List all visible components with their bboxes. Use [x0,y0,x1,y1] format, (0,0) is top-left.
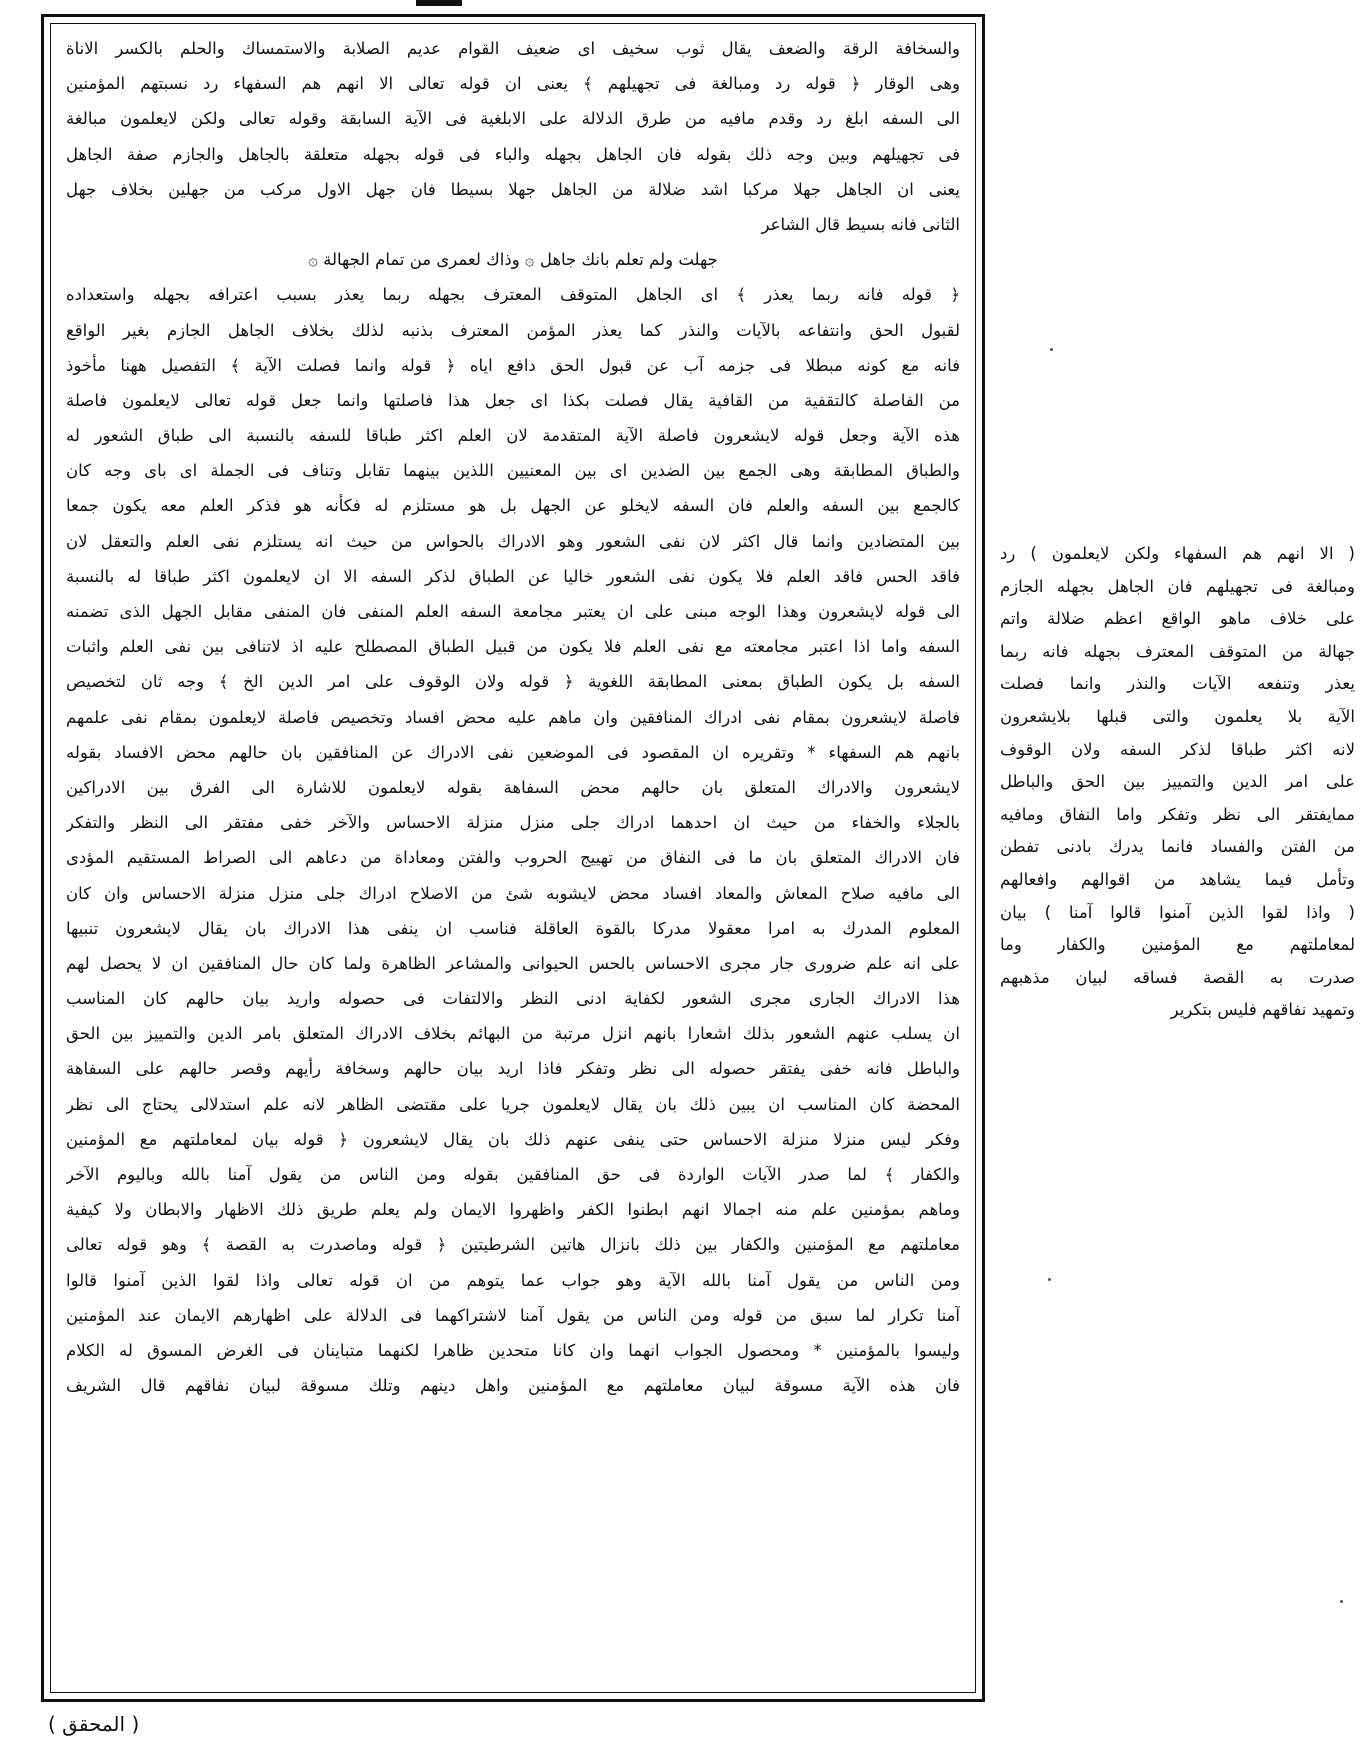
main-line: الى السفه ابلغ رد وقدم مافيه من طرق الدلالة على الابلغية فى الآية السابقة وقوله تعالى ولكن لايعلمون مبالغة [66,109,960,129]
main-line [66,1509,960,1544]
main-line: وهى الوقار ﴿ قوله رد ومبالغة فى تجهيلهم ﴾ يعنى ان قوله تعالى الا انهم هم السفهاء رد نسبتهم المؤمنين [66,74,960,94]
main-line: والكفار ﴾ لما صدر الآيات الواردة فى حق المنافقين بقوله ومن الناس من يقول آمنا بالله وباليوم الآخر [66,1165,960,1184]
main-line: السفه واما اذا اعتبر مجامعته مع نفى العلم فلا يكون من قبيل الطباق المصطلح عليه اذ لاتنافى بين نفى العلم واثبات [66,637,960,657]
main-line: وليسوا بالمؤمنين * ومحصول الجواب انهما وان كانا متحدين ظاهرا لكنهما متباينان فى الغرض المسوق له الكلام [66,1340,960,1360]
main-line: الى مافيه صلاح المعاش والمعاد افساد محض لايشوبه شئ من الاصلاح ادراك جلى منزل منزلة الاحساس وان كان [66,883,960,903]
margin-line: ( الا انهم هم السفهاء ولكن لايعلمون ) رد [1000,544,1355,563]
margin-line: من الفتن والفساد فانما يدرك بادنى تفطن [1000,837,1355,857]
top-edge-mark [416,0,462,6]
main-line: من الفاصلة كالتقفية من القافية يقال فصلت بكذا اى جعل هذا فاصلتها وانما جعل قوله تعالى لايعلمون فاصلة [66,390,960,410]
margin-line: لمعاملتهم مع المؤمنين والكفار وما [1000,935,1355,955]
margin-line: وتأمل فيما يشاهد من اقوالهم وافعالهم [1000,869,1355,889]
margin-line: لانه اكثر طباقا لذكر السفه ولان الوقوف [1000,739,1355,759]
main-line: السفه بل يكون الطباق بمعنى المطابقة اللغوية ﴿ قوله ولان الوقوف على امر الدين الخ ﴾ وجه ثان لتخصيص [66,672,960,692]
poetry-verse: جهلت ولم تعلم بانك جاهل ۞ وذاك لعمرى من تمام الجهالة ۞ [308,250,718,270]
main-line: الثانى فانه بسيط قال الشاعر [761,214,960,234]
main-line [66,1544,960,1579]
main-line: وماهم بمؤمنين علم منه اجمالا انهم ابطنوا الكفر واظهروا الايمان ولم يعلم طريق ذلك الاظهار والابطان ولا كيفية [66,1200,960,1220]
margin-line: يعذر وتنفعه الآيات والنذر وانما فصلت [1000,674,1355,694]
main-line: بين المتضادين وانما قال اكثر لان نفى الشعور وهو الادراك بالحواس من حيث انه يستلزم نفى العلم والتعقل لان [66,531,960,551]
main-line: بالجلاء والخفاء من حيث ان احدهما ادراك جلى منزل منزلة الاحساس والآخر خفى مفتقر الى النظر والتفكر [66,813,960,833]
main-line: فان هذه الآية مسوقة لبيان معاملتهم مع المؤمنين واهل دينهم وتلك مسوقة لبيان نفاقهم قال الشريف [66,1376,960,1396]
main-line: فان الادراك المتعلق بان ما فى النفاق من تهييج الحروب والفتن ومعاداة من دعاهم الى الصراط المستقيم المؤدى [66,848,960,868]
main-line: فاقد الحس فاقد العلم فلا يكون نفى الشعور خاليا عن الطباق لذكر السفه الا ان لايعلمون اكثر طباقا له بالنسبة [66,566,960,586]
margin-line: صدرت به القصة فساقه لبيان مذهبهم [1000,967,1355,987]
speck [1340,1600,1343,1603]
main-line: كالجمع بين السفه والعلم فان السفه لايخلو عن الجهل بل هو مستلزم له فكأنه هو فذكر العلم معه يكون جمعا [66,496,960,516]
main-commentary-frame [41,14,985,1702]
margin-line: على خلاف ماهو الواقع اعظم ضلالة واتم [1000,609,1355,629]
margin-line: على امر الدين والتمييز بين الحق والباطل [1000,772,1355,792]
speck [1048,1278,1051,1281]
main-line: ومن الناس من يقول آمنا بالله الآية وهو جواب عما يتوهم من ان قوله تعالى واذا لقوا الذين آمنوا قالوا [66,1270,960,1290]
margin-line: الآية بلا يعلمون والتى قبلها بلايشعرون [1000,706,1355,726]
main-line: ان يسلب عنهم الشعور بذلك اشعارا بانهم انزل مرتبة من البهائم بخلاف الادراك المتعلق بامر الدين والتمييز بين الحق [66,1024,960,1044]
main-line [66,1403,960,1438]
main-line [66,1579,960,1614]
main-line [66,1474,960,1509]
main-line: الى قوله لايشعرون وهذا الوجه مبنى على ان يعتبر مجامعة السفه العلم المنفى فان المنفى مقابل الجهل الذى تضمنه [66,602,960,621]
main-line: المحضة كان المناسب ان يبين ذلك بان يقال لايعلمون جريا على مقتضى الظاهر لانه علم استدلالى يحتاج الى نظر [66,1094,960,1114]
main-line: ﴿ قوله فانه ربما يعذر ﴾ اى الجاهل المتوقف المعترف بجهله ربما يعذر بسبب اعترافه بجهله واستعداده [66,285,960,305]
main-line: هذه الآية وجعل قوله لايشعرون فاصلة الآية المتقدمة لان العلم اكثر طباقا للسفه بالنسبة الى طباق الشعور له [66,426,960,446]
main-line: وفكر ليس منزلا منزلة الاحساس حتى ينفى عنهم ذلك بان يقال لايشعرون ﴿ قوله بيان لمعاملتهم مع المؤمنين [66,1129,960,1149]
main-line: لقبول الحق وانتفاعه بالآيات والنذر كما يعذر المؤمن المعترف بذنبه لذلك بخلاف الجاهل الجازم بغير الواقع [66,320,960,340]
main-line: هذا الادراك الجارى مجرى الشعور لكفاية ادنى النظر والالتفات فى حصوله واريد بيان حالهم كان المناسب [66,989,960,1009]
margin-line: وتمهيد نفاقهم فليس بتكرير [1170,1000,1355,1020]
margin-line: ممايفتقر الى نظر وتفكر واما النفاق ومافيه [1000,804,1355,824]
main-line: فانه مع كونه مبطلا فى جزمه آب عن قبول الحق دافع اياه ﴿ قوله وانما فصلت الآية ﴾ التفصيل ههنا مأخوذ [66,355,960,375]
main-line: آمنا تكرار لما سبق من قوله ومن الناس من يقول آمنا لاشتراكهما فى الدلالة على اظهارهم الايمان عند المؤمنين [66,1305,960,1325]
margin-gloss [1000,538,1355,1027]
editor-signature: ( المحقق ) [48,1712,140,1736]
main-line: والسخافة الرقة والضعف يقال ثوب سخيف اى ضعيف القوام عديم الصلابة والاستمساك والحلم بالكسر الاناة [66,39,960,58]
margin-line: ( واذا لقوا الذين آمنوا قالوا آمنا ) بيان [1000,902,1355,922]
main-line: والباطل فانه خفى يفتقر حصوله الى نظر وتفكر فاذا اريد بيان حالهم وسخافة رأيهم وقصر حالهم على السفاهة [66,1059,960,1079]
speck [1050,348,1053,351]
margin-line: ومبالغة فى تجهيلهم فان الجاهل بجهله الجازم [1000,576,1355,596]
main-line: بانهم هم السفهاء * وتقريره ان المقصود فى الموضعين نفى الادراك عن المنافقين بان حالهم محض الافساد بقوله [66,742,960,762]
main-line: لايشعرون والادراك المتعلق بان حالهم محض السفاهة بقوله لايعلمون للاشارة الى الفرق بين الادراكين [66,777,960,797]
main-line: فى تجهيلهم وبين وجه ذلك بقوله فان الجاهل بجهله والباء فى قوله بجهله متعلقة بالجاهل والجازم صفة الجاهل [66,144,960,164]
main-commentary-text [66,31,960,1687]
main-line: المعلوم المدرك به امرا معقولا مدركا بالقوة العاقلة فناسب ان ينفى هذا الادراك بان يقال لايشعرون تنبيها [66,918,960,938]
main-line: فاصلة لايشعرون بمقام نفى ادراك المنافقين وان ماهم عليه محض افساد وتخصيص فاصلة لايعلمون بمقام نفى علمهم [66,707,960,727]
main-line: يعنى ان الجاهل جهلا مركبا اشد ضلالة من الجاهل جهلا بسيطا فان جهل الاول مركب من جهلين بخلاف جهل [66,179,960,199]
main-line [66,1439,960,1474]
main-line: معاملتهم مع المؤمنين والكفار بين ذلك بانزال هاتين الشرطيتين ﴿ قوله وماصدرت به القصة ﴾ وهو قوله تعالى [66,1235,960,1255]
main-line: والطباق المطابقة وهى الجمع بين الضدين اى بين المعنيين اللذين بينهما تقابل وتناف فى الجملة اى باى وجه كان [66,461,960,481]
main-line: على انه علم ضرورى جار مجرى الاحساس بالحس الحيوانى والمشاعر الظاهرة ولما كان حال المنافقين ان لا يحصل لهم [66,953,960,973]
margin-line: جهالة من المتوقف المعترف بجهله فانه ربما [1000,641,1355,661]
